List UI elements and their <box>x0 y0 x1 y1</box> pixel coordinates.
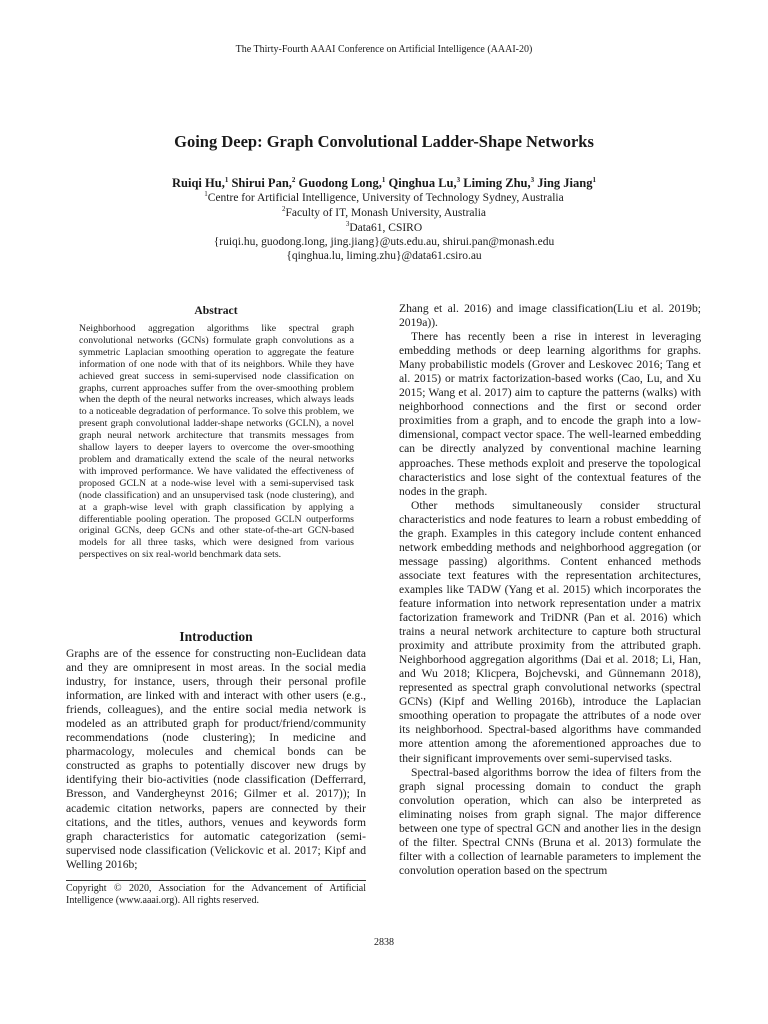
paragraph: Graphs are of the essence for constructing non-Euclidean data and they are omnipresent in most areas. In the social media industry, for instance, users, through their personal profile information, are linked with and interact with other users (e.g., friends, colleagues), and the entire social media network is modeled as an attributed graph for product/friend/community recommendations (node clustering); In medicine and pharmacology, molecules and chemical bonds can be constructed as graphs to potentially discover new drugs by identifying their bio-activities (node classification (Defferrard, Bresson, and Vandergheynst 2016; Gilmer et al. 2017)); In academic citation networks, papers are connected by their citations, and the titles, authors, venues and keywords form graph characteristics for automatic categorization (semi-supervised node classification (Velickovic et al. 2017; Kipf and Welling 2016b; <box>66 647 366 871</box>
author-name: Guodong Long, <box>298 176 382 190</box>
paragraph: Spectral-based algorithms borrow the idea of filters from the graph signal processing domain to conduct the graph convolution operation, which can also be interpreted as eliminating noises from graph signal. The major difference between one type of spectral GCN and another lies in the design of the filter. Spectral CNNs (Bruna et al. 2013) formulate the filter with a collection of learnable parameters to implement the convolution operation based on the spectrum <box>399 765 701 877</box>
author-name: Ruiqi Hu, <box>172 176 225 190</box>
page-number: 2838 <box>374 937 394 948</box>
introduction-heading: Introduction <box>179 629 253 644</box>
paper-title: Going Deep: Graph Convolutional Ladder-Shape Networks <box>174 132 594 151</box>
affiliation <box>0 191 768 206</box>
author-emails: {qinghua.lu, liming.zhu}@data61.csiro.au <box>286 250 482 262</box>
conference-header: The Thirty-Fourth AAAI Conference on Artificial Intelligence (AAAI-20) <box>235 44 533 55</box>
abstract-body: Neighborhood aggregation algorithms like spectral graph convolutional networks (GCNs) formulate graph convolutions as a symmetric Laplacian smoothing operation to aggregate the feature information of one node with that of its neighbors. While they have achieved great success in semi-supervised node classification on graphs, current approaches suffer from the over-smoothing problem when the depth of the neural networks increases, which always leads to a noticeable degradation of performance. To solve this problem, we present graph convolutional ladder-shape networks (GCLN), a novel graph neural network architecture that transmits messages from shallow layers to deeper layers to overcome the over-smoothing problem and dramatically extend the scale of the neural networks with improved performance. We have validated the effectiveness of proposed GCLN at a node-wise level with a semi-supervised task (node classification) and an unsupervised task (node clustering), and at a graph-wise level with graph classification by applying a differentiable pooling operation. The proposed GCLN outperforms original GCNs, deep GCNs and other state-of-the-art GCN-based models for all three tasks, which were designed from various perspectives on six real-world benchmark data sets. <box>79 323 354 561</box>
author-name: Liming Zhu, <box>463 176 531 190</box>
author-name: Qinghua Lu, <box>388 176 457 190</box>
author-name: Jing Jiang <box>537 176 593 190</box>
author-affil-mark: 3 <box>456 175 461 184</box>
affiliation <box>0 221 768 236</box>
affiliation-text: Faculty of IT, Monash University, Australia <box>285 207 487 219</box>
author-affil-mark: 1 <box>592 175 596 184</box>
author-name: Shirui Pan, <box>231 176 292 190</box>
affiliation-mark: 1 <box>204 190 208 199</box>
right-column <box>399 302 701 878</box>
paragraph: There has recently been a rise in interest in leveraging embedding methods or deep learning algorithms for graphs. Many probabilistic models (Grover and Leskovec 2016; Tang et al. 2015) or matrix factorization-based works (Cao, Lu, and Xu 2015; Wang et al. 2017) aim to capture the patterns (walks) with neighborhood connections and the first or second order proximities from a graph, and to encode the graph into a low-dimensional, compact vector space. The well-learned embedding can be directly analyzed by conventional machine learning approaches. These methods exploit and preserve the topological characteristics and lose sight of the contextual features of the nodes in the graph. <box>399 330 701 498</box>
copyright-footnote: Copyright © 2020, Association for the Advancement of Artificial Intelligence (www.aaai.org). All rights reserved. <box>66 883 366 906</box>
abstract-heading: Abstract <box>194 304 238 317</box>
affiliation-text: Data61, CSIRO <box>349 222 423 234</box>
affiliation-mark: 3 <box>345 220 350 229</box>
author-affil-mark: 3 <box>530 175 535 184</box>
author-affil-mark: 1 <box>224 175 229 184</box>
author-affil-mark: 2 <box>291 175 296 184</box>
paragraph: Zhang et al. 2016) and image classification(Liu et al. 2019b; 2019a)). <box>399 302 701 330</box>
introduction-column <box>66 647 366 872</box>
affiliation-text: Centre for Artificial Intelligence, University of Technology Sydney, Australia <box>207 192 564 204</box>
author-affil-mark: 1 <box>381 175 386 184</box>
affiliation-mark: 2 <box>281 205 286 214</box>
affiliation <box>0 206 768 221</box>
paragraph: Other methods simultaneously consider structural characteristics and node features to learn a robust embedding of the graph. Examples in this category include content enhanced network embedding methods and neighborhood aggregation (or message passing) algorithms. Content enhanced methods associate text features with the representation architectures, examples like TADW (Yang et al. 2015) which incorporates the feature information into network representation under a matrix factorization framework and TriDNR (Pan et al. 2016) which trains a neural network architecture to capture both structural proximity and attribute proximity from the attributed graph. Neighborhood aggregation algorithms (Dai et al. 2018; Li, Han, and Wu 2018; Klicpera, Bojchevski, and Günnemann 2018), represented as spectral graph convolutional networks (spectral GCNs) (Kipf and Welling 2016b), introduce the Laplacian smoothing operation to propagate the attributes of a node over its neighborhood. Spectral-based algorithms have commanded more attention among the aforementioned approaches due to their significant improvements over semi-supervised tasks. <box>399 498 701 765</box>
footnote-divider <box>66 880 366 881</box>
author-emails: {ruiqi.hu, guodong.long, jing.jiang}@uts.edu.au, shirui.pan@monash.edu <box>213 236 555 248</box>
author-list <box>0 176 768 191</box>
